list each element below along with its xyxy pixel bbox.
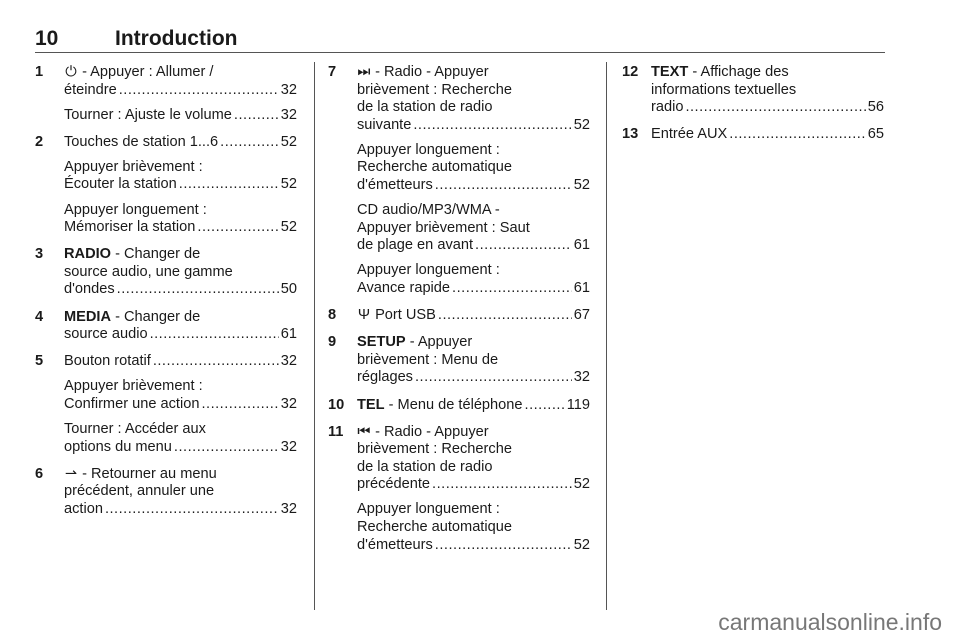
entry-text: Bouton rotatif — [64, 353, 151, 370]
entry-line — [64, 159, 297, 177]
leader-dots — [117, 281, 279, 299]
entry-line: brièvement : Recherche — [357, 81, 512, 98]
back-arrow-icon: ⇀ — [64, 465, 78, 482]
entry-line — [64, 134, 297, 152]
index-entry — [328, 262, 590, 297]
entry-line — [357, 142, 590, 160]
entry-line — [64, 219, 297, 237]
entry-number: 7 — [328, 64, 337, 80]
index-entry — [35, 159, 297, 194]
entry-text: Touches de station 1...6 — [64, 133, 219, 150]
entry-line — [357, 64, 590, 82]
index-entry — [35, 309, 297, 344]
entry-line — [64, 309, 297, 327]
entry-text: options du menu — [64, 438, 172, 455]
entry-line — [651, 64, 884, 82]
column-3 — [622, 64, 884, 153]
page-number: 10 — [35, 27, 59, 50]
index-entry — [35, 246, 297, 299]
entry-line: brièvement : Menu de — [357, 351, 499, 368]
page-ref: 32 — [280, 81, 297, 98]
page-ref: 119 — [566, 396, 590, 413]
entry-text: - Appuyer — [409, 334, 473, 351]
entry-text: d'ondes — [64, 281, 115, 298]
column-2 — [328, 64, 590, 564]
entry-text: Appuyer brièvement : — [64, 378, 203, 395]
index-entry — [328, 334, 590, 387]
control-key: TEXT — [651, 64, 689, 80]
page-header — [35, 27, 885, 53]
leader-dots — [452, 280, 572, 298]
entry-text: d'émetteurs — [357, 536, 433, 553]
entry-number: 12 — [622, 64, 639, 80]
next-track-icon: ⏭ — [357, 64, 371, 80]
leader-dots — [435, 177, 572, 195]
entry-line: précédent, annuler une — [64, 483, 215, 500]
prev-track-icon: ⏮ — [357, 423, 371, 440]
entry-text: Mémoriser la station — [64, 219, 196, 236]
entry-line — [357, 397, 590, 415]
entry-line — [64, 176, 297, 194]
entry-line: Recherche automatique — [357, 159, 512, 176]
entry-line — [357, 307, 590, 325]
index-entry — [622, 64, 884, 117]
leader-dots — [105, 501, 279, 519]
entry-text: Tourner : Ajuste le volume — [64, 106, 232, 123]
index-entry — [35, 64, 297, 99]
page-ref: 32 — [280, 395, 297, 412]
usb-icon: Ψ — [357, 307, 371, 324]
leader-dots — [435, 537, 572, 555]
index-entry — [328, 424, 590, 494]
index-entry — [35, 466, 297, 519]
entry-line — [64, 439, 297, 457]
entry-text: - Changer de — [115, 308, 201, 325]
entry-text: Port USB — [375, 307, 436, 324]
entry-text: Appuyer longuement : — [357, 501, 500, 518]
entry-line — [64, 501, 297, 519]
entry-text: Confirmer une action — [64, 395, 200, 412]
entry-text: précédente — [357, 476, 431, 493]
page-ref: 32 — [280, 106, 297, 123]
entry-line — [64, 82, 297, 100]
index-entry — [328, 202, 590, 255]
entry-number: 5 — [35, 353, 44, 370]
entry-line — [357, 424, 590, 442]
index-entry — [328, 142, 590, 195]
page-title: Introduction — [115, 27, 238, 50]
entry-line — [357, 476, 590, 494]
leader-dots — [432, 476, 572, 494]
column-divider — [314, 62, 315, 610]
entry-line — [64, 202, 297, 220]
entry-line — [357, 117, 590, 135]
page-ref: 52 — [573, 116, 590, 133]
entry-line: source audio, une gamme — [64, 263, 233, 280]
leader-dots — [201, 396, 278, 414]
entry-line — [357, 177, 590, 195]
entry-line — [64, 353, 297, 371]
entry-text: - Changer de — [115, 246, 201, 263]
entry-line — [64, 64, 297, 82]
index-entry — [328, 397, 590, 415]
leader-dots — [153, 353, 279, 371]
entry-line — [64, 421, 297, 439]
control-key: SETUP — [357, 334, 406, 351]
entry-number: 8 — [328, 307, 337, 324]
entry-number: 4 — [35, 308, 44, 325]
control-key: RADIO — [64, 246, 112, 263]
column-divider — [606, 62, 607, 610]
index-entry — [622, 126, 884, 144]
entry-text: réglages — [357, 369, 413, 386]
entry-number: 9 — [328, 334, 337, 351]
entry-text: source audio — [64, 326, 148, 343]
entry-number: 13 — [622, 126, 639, 143]
page-ref: 61 — [280, 326, 297, 343]
leader-dots — [475, 237, 572, 255]
entry-text: Tourner : Accéder aux — [64, 421, 206, 437]
entry-line — [357, 537, 590, 555]
entry-number: 3 — [35, 246, 44, 263]
page-ref: 32 — [280, 500, 297, 517]
control-key: TEL — [357, 396, 385, 413]
page-ref: 52 — [280, 176, 297, 193]
entry-line: de la station de radio — [357, 99, 493, 116]
index-entry — [35, 134, 297, 152]
power-icon: ⏻ — [65, 64, 77, 80]
index-entry — [35, 107, 297, 125]
leader-dots — [415, 369, 572, 387]
leader-dots — [525, 397, 565, 415]
entry-line — [357, 237, 590, 255]
page-ref: 61 — [573, 280, 590, 297]
page-ref: 32 — [573, 369, 590, 386]
entry-number: 11 — [328, 423, 344, 440]
entry-text: d'émetteurs — [357, 177, 433, 194]
entry-text: éteindre — [64, 81, 117, 98]
page-ref: 52 — [573, 476, 590, 493]
entry-line — [64, 326, 297, 344]
entry-text: de plage en avant — [357, 237, 474, 254]
page-ref: 67 — [573, 307, 590, 324]
entry-text: - Radio - Appuyer — [375, 64, 489, 80]
entry-line: brièvement : Recherche — [357, 441, 512, 458]
entry-text: Entrée AUX — [651, 126, 728, 143]
entry-text: suivante — [357, 116, 412, 133]
entry-number: 2 — [35, 133, 44, 150]
leader-dots — [119, 82, 279, 100]
entry-line: informations textuelles — [651, 81, 797, 98]
leader-dots — [729, 126, 866, 144]
column-1 — [35, 64, 297, 528]
leader-dots — [150, 326, 279, 344]
leader-dots — [179, 176, 279, 194]
entry-number: 10 — [328, 396, 345, 413]
entry-text: Appuyer longuement : — [64, 201, 207, 218]
page-ref: 56 — [867, 99, 884, 116]
entry-line — [357, 280, 590, 298]
leader-dots — [197, 219, 278, 237]
entry-text: Appuyer longuement : — [357, 262, 500, 279]
entry-number: 1 — [35, 64, 44, 80]
index-entry — [35, 421, 297, 456]
page-ref: 52 — [573, 536, 590, 553]
entry-text: radio — [651, 99, 684, 116]
leader-dots — [174, 439, 279, 457]
control-key: MEDIA — [64, 308, 112, 325]
entry-line — [357, 262, 590, 280]
entry-text: - Radio - Appuyer — [375, 423, 489, 440]
entry-text: Écouter la station — [64, 176, 177, 193]
entry-line — [357, 369, 590, 387]
entry-line — [357, 202, 590, 220]
entry-text: - Menu de téléphone — [388, 396, 523, 413]
page-ref: 32 — [280, 353, 297, 370]
entry-line — [651, 126, 884, 144]
entry-text: action — [64, 500, 103, 517]
page-ref: 61 — [573, 237, 590, 254]
index-entry — [35, 378, 297, 413]
page-ref: 32 — [280, 438, 297, 455]
entry-number: 6 — [35, 465, 44, 482]
entry-line — [357, 334, 590, 352]
entry-line — [357, 501, 590, 519]
page-ref: 50 — [280, 281, 297, 298]
page-ref: 65 — [867, 126, 884, 143]
index-entry — [328, 307, 590, 325]
leader-dots — [234, 107, 279, 125]
entry-line — [64, 378, 297, 396]
index-entry — [35, 202, 297, 237]
index-entry — [328, 64, 590, 134]
leader-dots — [438, 307, 572, 325]
entry-line — [64, 107, 297, 125]
header-rule — [35, 52, 885, 53]
entry-text: - Appuyer : Allumer / — [82, 64, 214, 80]
entry-line — [64, 466, 297, 484]
entry-text: - Affichage des — [692, 64, 789, 80]
entry-line: de la station de radio — [357, 458, 493, 475]
entry-line: Appuyer brièvement : Saut — [357, 219, 530, 236]
watermark: carmanualsonline.info — [718, 609, 942, 635]
entry-text: - Retourner au menu — [82, 465, 217, 482]
page-ref: 52 — [573, 177, 590, 194]
leader-dots — [220, 134, 279, 152]
leader-dots — [413, 117, 571, 135]
entry-line — [651, 99, 884, 117]
entry-text: Appuyer brièvement : — [64, 158, 203, 175]
entry-text: CD audio/MP3/WMA - — [357, 202, 500, 219]
entry-text: Appuyer longuement : — [357, 141, 500, 158]
entry-text: Avance rapide — [357, 280, 451, 297]
entry-line — [357, 397, 523, 415]
page-ref: 52 — [280, 133, 297, 150]
index-entry — [35, 353, 297, 371]
entry-line — [64, 281, 297, 299]
leader-dots — [685, 99, 865, 117]
entry-line — [64, 246, 297, 264]
entry-line: Recherche automatique — [357, 519, 512, 536]
index-entry — [328, 501, 590, 554]
page-ref: 52 — [280, 219, 297, 236]
entry-line — [64, 396, 297, 414]
